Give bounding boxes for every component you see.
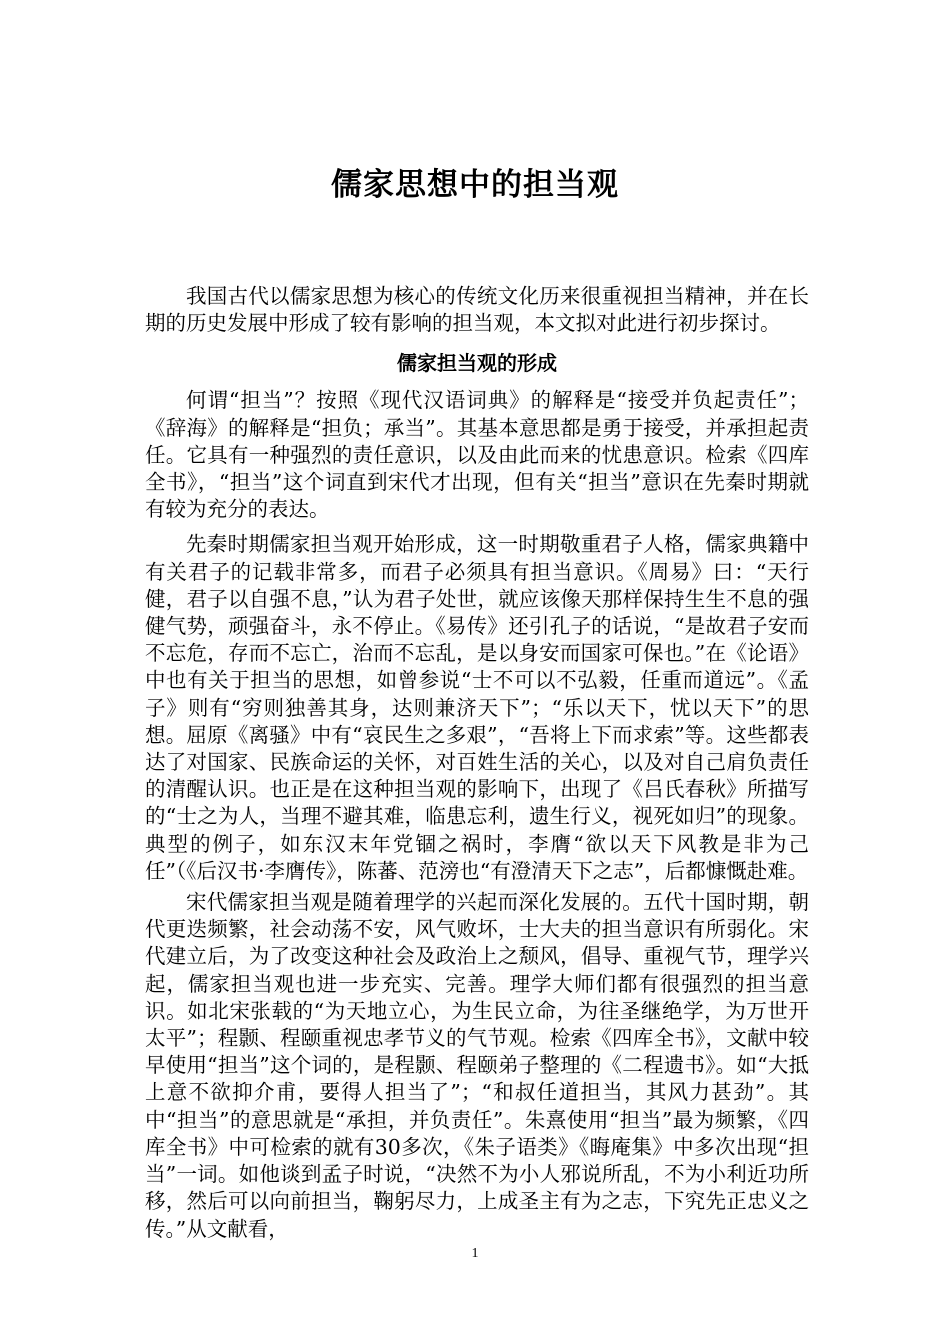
body-paragraph-1: 何谓“担当”？按照《现代汉语词典》的解释是“接受并负起责任”；《辞海》的解释是“担负；承当”。其基本意思都是勇于接受，并承担起责任。它具有一种强烈的责任意识，以及由此而来的忧患意识。检索《四库全书》，“担当”这个词直到宋代才出现，但有关“担当”意识在先秦时期就有较为充分的表达。 — [145, 388, 809, 522]
section-heading: 儒家担当观的形成 — [397, 351, 557, 376]
page-number: 1 — [471, 1246, 479, 1261]
document-body — [145, 283, 809, 1243]
document-title: 儒家思想中的担当观 — [331, 167, 619, 203]
intro-paragraph: 我国古代以儒家思想为核心的传统文化历来很重视担当精神，并在长期的历史发展中形成了较有影响的担当观，本文拟对此进行初步探讨。 — [145, 284, 809, 336]
body-paragraph-2: 先秦时期儒家担当观开始形成，这一时期敬重君子人格，儒家典籍中有关君子的记载非常多，而君子必须具有担当意识。《周易》曰：“天行健，君子以自强不息，”认为君子处世，就应该像天那样保持生生不息的强健气势，顽强奋斗，永不停止。《易传》还引孔子的话说，“是故君子安而不忘危，存而不忘亡，治而不忘乱，是以身安而国家可保也。”在《论语》中也有关于担当的思想，如曾参说“士不可以不弘毅，任重而道远”。《孟子》则有“穷则独善其身，达则兼济天下”；“乐以天下，忧以天下”的思想。屈原《离骚》中有“哀民生之多艰”，“吾将上下而求索”等。这些都表达了对国家、民族命运的关怀，对百姓生活的关心，以及对自己肩负责任的清醒认识。也正是在这种担当观的影响下，出现了《吕氏春秋》所描写的“士之为人，当理不避其难，临患忘利，遗生行义，视死如归”的现象。典型的例子，如东汉末年党锢之祸时，李膺“欲以天下风教是非为己任”（《后汉书·李膺传》，陈蕃、范滂也“有澄清天下之志”，后都慷慨赴难。 — [145, 532, 809, 883]
body-paragraph-3: 宋代儒家担当观是随着理学的兴起而深化发展的。五代十国时期，朝代更迭频繁，社会动荡不安，风气败坏，士大夫的担当意识有所弱化。宋代建立后，为了改变这种社会及政治上之颓风，倡导、重视气节，理学兴起，儒家担当观也进一步充实、完善。理学大师们都有很强烈的担当意识。如北宋张载的“为天地立心，为生民立命，为往圣继绝学，为万世开太平”；程颢、程颐重视忠孝节义的气节观。检索《四库全书》，文献中较早使用“担当”这个词的，是程颢、程颐弟子整理的《二程遗书》。如“大抵上意不欲抑介甫，要得人担当了”；“和叔任道担当，其风力甚劲”。其中“担当”的意思就是“承担，并负责任”。朱熹使用“担当”最为频繁，《四库全书》中可检索的就有30多次，《朱子语类》《晦庵集》中多次出现“担当”一词。如他谈到孟子时说，“决然不为小人邪说所乱，不为小利近功所移，然后可以向前担当，鞠躬尽力，上成圣主有为之志，下究先正忠义之传。”从文献看， — [145, 890, 809, 1241]
